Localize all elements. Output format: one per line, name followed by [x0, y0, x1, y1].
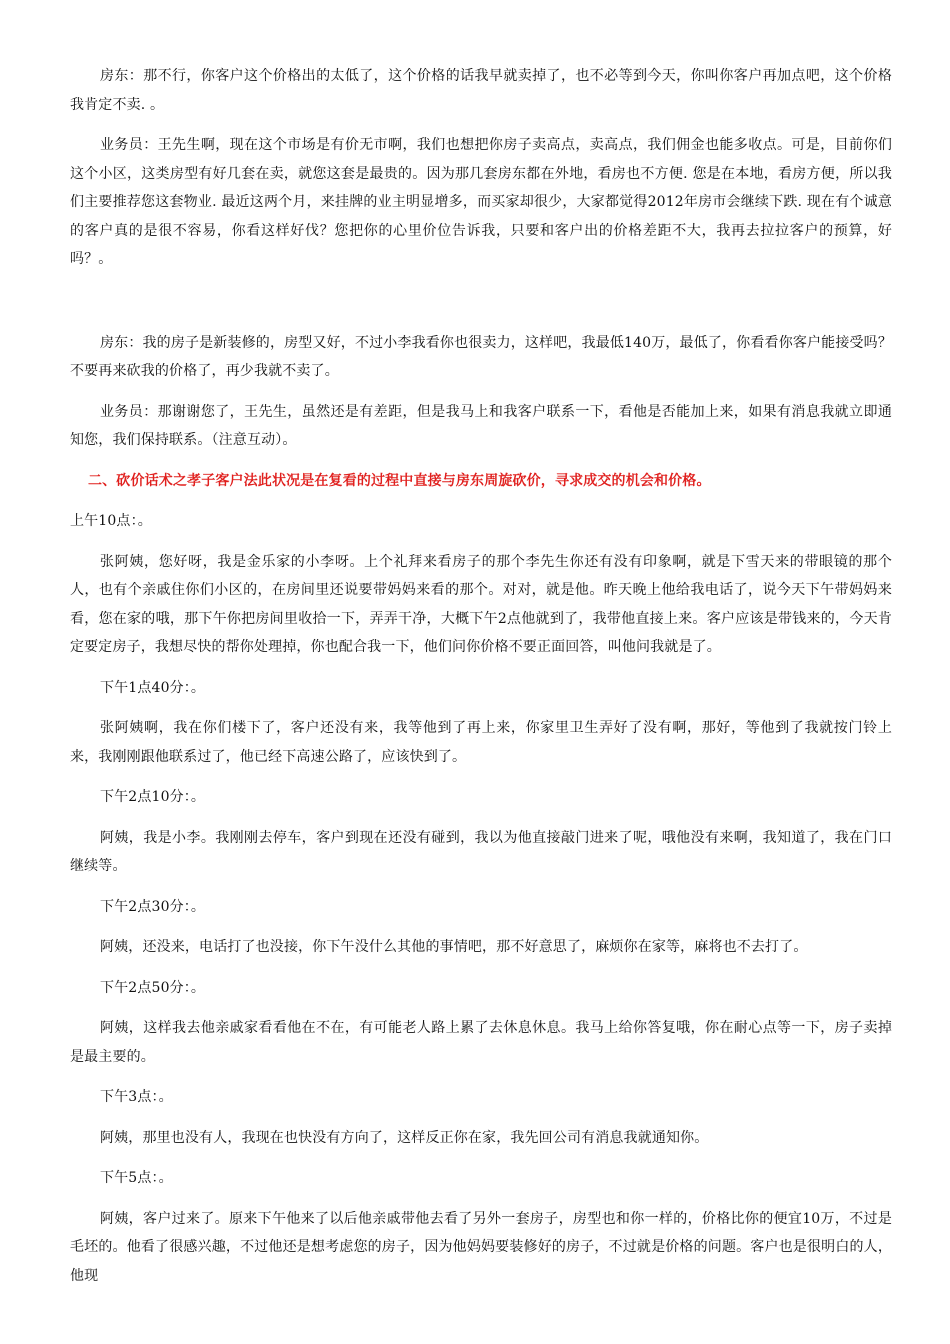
- paragraph-not-arrived: 阿姨，还没来，电话打了也没接，你下午没什么其他的事情吧，那不好意思了，麻烦你在家等，麻将也不去打了。: [100, 939, 808, 955]
- paragraph-landlord-minimum-price: 房东：我的房子是新装修的，房型又好，不过小李我看你也很卖力，这样吧，我最低140万，最低了，你看看你客户能接受吗？不要再来砍我的价格了，再少我就不卖了。: [70, 334, 892, 379]
- paragraph-call-auntie-zhang: 张阿姨，您好呀，我是金乐家的小李呀。上个礼拜来看房子的那个李先生你还有没有印象啊，就是下雪天来的带眼镜的那个人，也有个亲戚住你们小区的，在房间里还说要带妈妈来看的那个。对对，就是他。昨天晚上他给我电话了，说今天下午带妈妈来看，您在家的哦，那下午你把房间里收拾一下，弄弄干净，大概下午2点他就到了，我带他直接上来。客户应该是带钱来的，今天肯定要定房子，我想尽快的帮你处理掉，你也配合我一下，他们问你价格不要正面回答，叫他问我就是了。: [70, 553, 892, 655]
- time-label-3pm: 下午3点：。: [100, 1089, 173, 1105]
- paragraph-agent-thanks: 业务员：那谢谢您了，王先生，虽然还是有差距，但是我马上和我客户联系一下，看他是否能加上来，如果有消息我就立即通知您，我们保持联系。（注意互动）。: [70, 403, 892, 448]
- time-label-2-10pm: 下午2点10分：。: [100, 789, 206, 805]
- time-label-10am: 上午10点：。: [70, 513, 152, 529]
- time-label-2-30pm: 下午2点30分：。: [100, 898, 206, 915]
- paragraph-agent-market-pitch: 业务员：王先生啊，现在这个市场是有价无市啊，我们也想把你房子卖高点，卖高点，我们佣金也能多收点。可是，目前你们这个小区，这类房型有好几套在卖，就您这套是最贵的。因为那几套房东都在外地，看房也不方便. 您是在本地，看房方便，所以我们主要推荐您这套物业. 最近这两个月，来挂牌的业主明显增多，而买家却很少，大家都觉得2012年房市会继续下跌. 现在有个诚意的客户真的是很不容易，你看这样好伐？您把你的心里价位告诉我，只要和客户出的价格差距不大，我再去拉拉客户的预算，好吗？。: [70, 137, 892, 267]
- document-page: [70, 62, 892, 1290]
- paragraph-check-relatives: 阿姨，这样我去他亲戚家看看他在不在，有可能老人路上累了去休息休息。我马上给你答复哦，你在耐心点等一下，房子卖掉是最主要的。: [70, 1020, 892, 1065]
- section-heading: 二、砍价话术之孝子客户法此状况是在复看的过程中直接与房东周旋砍价，寻求成交的机会和价格。: [88, 472, 711, 489]
- paragraph-nobody-there: 阿姨，那里也没有人，我现在也快没有方向了，这样反正你在家，我先回公司有消息我就通知你。: [100, 1129, 709, 1146]
- time-label-5pm: 下午5点：。: [100, 1170, 173, 1186]
- time-label-1-40pm: 下午1点40分：。: [100, 679, 206, 696]
- paragraph-landlord-refuses: 房东：那不行，你客户这个价格出的太低了，这个价格的话我早就卖掉了，也不必等到今天，你叫你客户再加点吧，这个价格我肯定不卖. 。: [70, 68, 892, 113]
- time-label-2-50pm: 下午2点50分：。: [100, 979, 206, 996]
- paragraph-parking: 阿姨，我是小李。我刚刚去停车，客户到现在还没有碰到，我以为他直接敲门进来了呢，哦他没有来啊，我知道了，我在门口继续等。: [70, 829, 892, 874]
- paragraph-downstairs: 张阿姨啊，我在你们楼下了，客户还没有来，我等他到了再上来，你家里卫生弄好了没有啊，那好，等他到了我就按门铃上来，我刚刚跟他联系过了，他已经下高速公路了，应该快到了。: [70, 720, 892, 765]
- paragraph-customer-arrived: 阿姨，客户过来了。原来下午他来了以后他亲戚带他去看了另外一套房子，房型也和你一样的，价格比你的便宜10万，不过是毛坯的。他看了很感兴趣，不过他还是想考虑您的房子，因为他妈妈要装修好的房子，不过就是价格的问题。客户也是很明白的人，他现: [70, 1210, 892, 1284]
